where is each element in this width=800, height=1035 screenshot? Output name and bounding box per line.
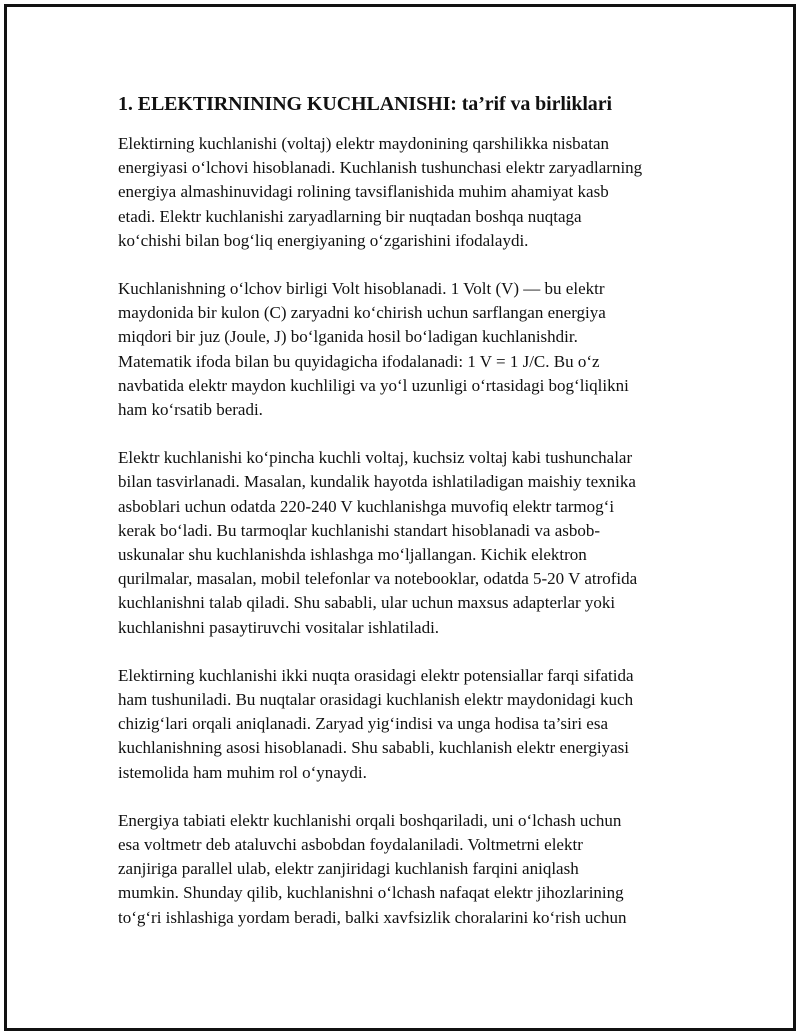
text-line: mumkin. Shunday qilib, kuchlanishni o‘lchash nafaqat elektr jihozlarining (118, 883, 624, 903)
text-line: maydonida bir kulon (C) zaryadni ko‘chirish uchun sarflangan energiya (118, 303, 606, 323)
paragraph-units (118, 277, 690, 422)
text-line: energiya almashinuvidagi rolining tavsiflanishida muhim ahamiyat kasb (118, 182, 609, 202)
text-line: Kuchlanishning o‘lchov birligi Volt hisoblanadi. 1 Volt (V) — bu elektr (118, 279, 605, 299)
document-body (118, 92, 690, 930)
paragraph-definition (118, 132, 690, 253)
text-line: Elektr kuchlanishi ko‘pincha kuchli voltaj, kuchsiz voltaj kabi tushunchalar (118, 448, 633, 468)
text-line: etadi. Elektr kuchlanishi zaryadlarning bir nuqtadan boshqa nuqtaga (118, 206, 582, 226)
text-line: Elektirning kuchlanishi (voltaj) elektr maydonining qarshilikka nisbatan (118, 134, 609, 153)
text-line: zanjiriga parallel ulab, elektr zanjiridagi kuchlanish farqini aniqlash (118, 859, 579, 879)
text-line: ham ko‘rsatib beradi. (118, 400, 263, 420)
paragraph-measurement (118, 809, 690, 930)
paragraph-potential-difference (118, 664, 690, 785)
text-line: bilan tasvirlanadi. Masalan, kundalik hayotda ishlatiladigan maishiy texnika (118, 472, 636, 492)
text-line: istemolida ham muhim rol o‘ynaydi. (118, 762, 367, 782)
text-line: Elektirning kuchlanishi ikki nuqta orasidagi elektr potensiallar farqi sifatida (118, 665, 634, 685)
section-title: 1. ELEKTIRNINING KUCHLANISHI: ta’rif va birliklari (118, 93, 612, 115)
text-line: asboblari uchun odatda 220-240 V kuchlanishga muvofiq elektr tarmog‘i (118, 496, 615, 516)
text-line: uskunalar shu kuchlanishda ishlashga mo‘ljallangan. Kichik elektron (118, 545, 587, 565)
text-line: kuchlanishni pasaytiruvchi vositalar ishlatiladi. (118, 617, 440, 637)
text-line: kuchlanishni talab qiladi. Shu sababli, ular uchun maxsus adapterlar yoki (118, 593, 616, 613)
text-line: kerak bo‘ladi. Bu tarmoqlar kuchlanishi standart hisoblanadi va asbob- (118, 520, 601, 540)
text-line: navbatida elektr maydon kuchliligi va yo‘l uzunligi o‘rtasidagi bog‘liqlikni (118, 375, 629, 395)
text-line: ham tushuniladi. Bu nuqtalar orasidagi kuchlanish elektr maydonidagi kuch (118, 690, 634, 710)
text-line: to‘g‘ri ishlashiga yordam beradi, balki xavfsizlik choralarini ko‘rish uchun (118, 907, 627, 927)
text-line: Matematik ifoda bilan bu quyidagicha ifodalanadi: 1 V = 1 J/C. Bu o‘z (118, 351, 600, 371)
text-line: qurilmalar, masalan, mobil telefonlar va notebooklar, odatda 5-20 V atrofida (118, 569, 638, 589)
text-line: energiyasi o‘lchovi hisoblanadi. Kuchlanish tushunchasi elektr zaryadlarning (118, 158, 643, 178)
text-line: kuchlanishning asosi hisoblanadi. Shu sababli, kuchlanish elektr energiyasi (118, 738, 630, 758)
text-line: Energiya tabiati elektr kuchlanishi orqali boshqariladi, uni o‘lchash uchun (118, 810, 622, 830)
text-line: esa voltmetr deb ataluvchi asbobdan foydalaniladi. Voltmetrni elektr (118, 835, 583, 855)
paragraph-voltage-levels (118, 446, 690, 640)
text-line: chizig‘lari orqali aniqlanadi. Zaryad yig‘indisi va unga hodisa ta’siri esa (118, 714, 609, 734)
text-line: ko‘chishi bilan bog‘liq energiyaning o‘zgarishini ifodalaydi. (118, 230, 529, 250)
text-line: miqdori bir juz (Joule, J) bo‘lganida hosil bo‘ladigan kuchlanishdir. (118, 327, 578, 347)
